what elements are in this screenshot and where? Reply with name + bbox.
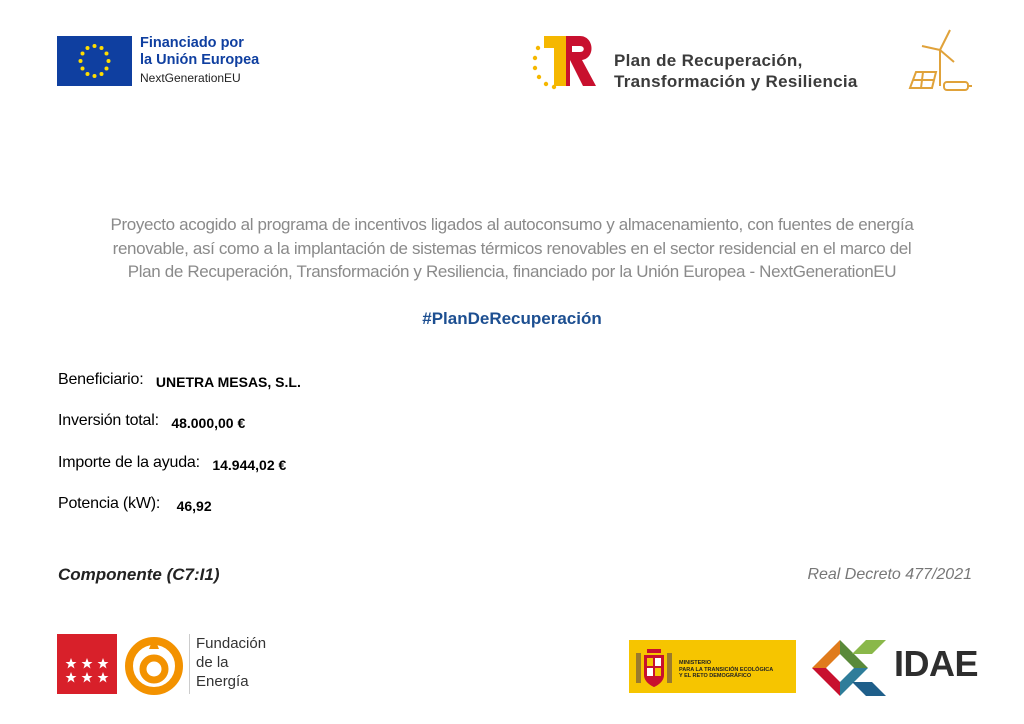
potencia-value: 46,92 <box>176 498 212 514</box>
hashtag: #PlanDeRecuperación <box>422 309 602 328</box>
eu-line-3: NextGenerationEU <box>140 71 241 85</box>
componente-text: Componente (C7:I1) <box>58 565 220 584</box>
ayuda-value: 14.944,02 € <box>212 457 287 473</box>
ministerio-line-2: PARA LA TRANSICIÓN ECOLÓGICA <box>679 666 774 673</box>
ministerio-line-3: Y EL RETO DEMOGRÁFICO <box>679 673 752 679</box>
eu-funding-text <box>140 35 290 87</box>
prtr-line-2: Transformación y Resiliencia <box>614 72 858 91</box>
idae-logo-icon <box>810 640 890 696</box>
potencia-label: Potencia (kW): <box>58 495 161 512</box>
description-line-3: Plan de Recuperación, Transformación y Resiliencia, financiado por la Unión Europea - NextGenerationEU <box>127 262 897 281</box>
potencia-row <box>58 495 658 513</box>
fundacion-text <box>196 634 296 691</box>
description-line-2: renovable, así como a la implantación de sistemas térmicos renovables en el sector residencial en el marco del <box>112 238 912 258</box>
spain-coat-of-arms-icon <box>635 645 673 688</box>
comunidad-madrid-logo <box>57 634 117 694</box>
madrid-stars-icon <box>57 634 117 694</box>
beneficiario-label: Beneficiario: <box>58 371 144 388</box>
ministerio-text <box>679 660 794 680</box>
eu-stars-icon <box>57 36 132 86</box>
eu-line-1: Financiado por <box>140 35 244 51</box>
decreto-text: Real Decreto 477/2021 <box>807 566 972 583</box>
eu-line-2: la Unión Europea <box>140 52 260 68</box>
inversion-label: Inversión total: <box>58 412 159 429</box>
prtr-title <box>614 50 904 92</box>
fundacion-separator <box>189 634 190 694</box>
eu-flag-logo <box>57 36 132 86</box>
fundacion-line-1: Fundación <box>196 635 267 652</box>
idae-text: IDAE <box>894 643 979 684</box>
prtr-logo-icon <box>530 30 600 92</box>
fundacion-energia-logo-icon <box>123 633 185 695</box>
project-description <box>40 213 984 284</box>
prtr-line-1: Plan de Recuperación, <box>614 51 803 70</box>
wind-turbine-solar-icon <box>904 28 974 96</box>
ayuda-row <box>58 454 658 472</box>
ministerio-logo <box>629 640 796 693</box>
fundacion-line-3: Energía <box>196 673 249 690</box>
description-line-1: Proyecto acogido al programa de incentivos ligados al autoconsumo y almacenamiento, con fuentes de energía <box>110 215 914 234</box>
beneficiario-value: UNETRA MESAS, S.L. <box>155 374 301 390</box>
fundacion-line-2: de la <box>196 654 229 671</box>
ministerio-line-1: MINISTERIO <box>679 660 712 666</box>
inversion-row <box>58 412 658 430</box>
ayuda-label: Importe de la ayuda: <box>58 454 200 471</box>
inversion-value: 48.000,00 € <box>171 415 246 431</box>
beneficiario-row <box>58 371 658 389</box>
